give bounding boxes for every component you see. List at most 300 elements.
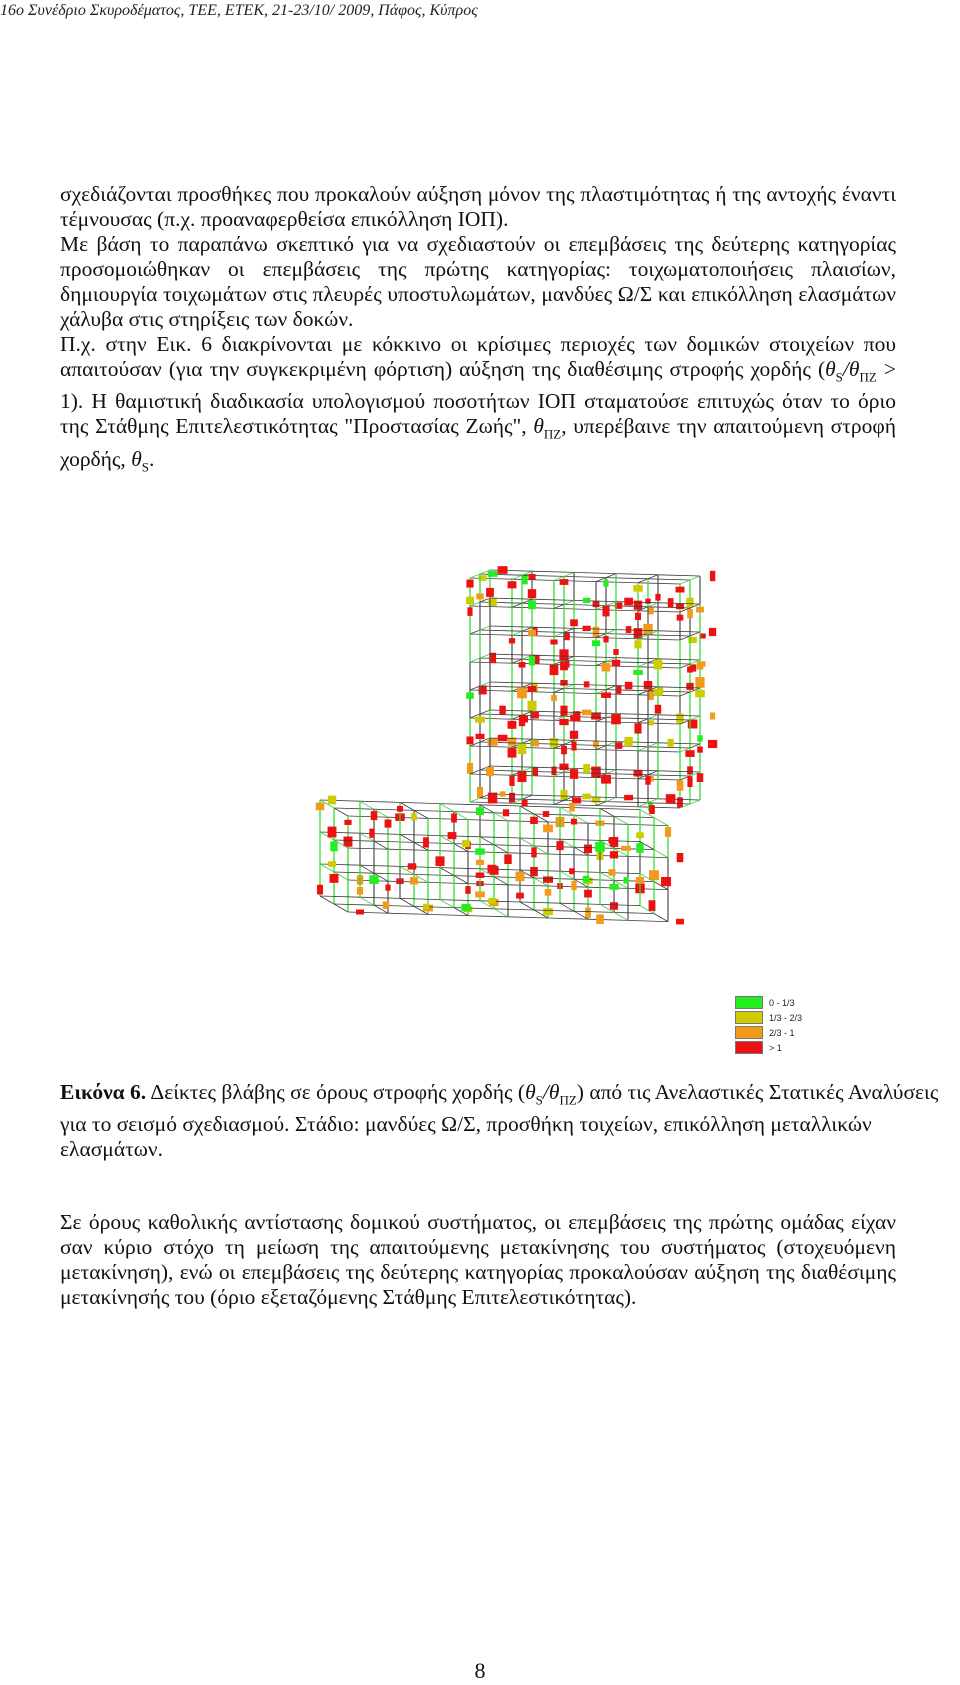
frame-member	[648, 799, 658, 803]
frame-member	[616, 798, 658, 799]
frame-member	[658, 743, 700, 744]
frame-member	[638, 723, 680, 724]
damage-marker	[371, 811, 378, 820]
damage-marker	[572, 797, 581, 803]
damage-marker	[685, 750, 694, 757]
damage-marker	[608, 837, 615, 843]
damage-marker	[570, 715, 578, 721]
frame-member	[654, 818, 668, 826]
damage-marker	[649, 870, 659, 880]
frame-member	[690, 800, 700, 804]
frame-member	[360, 865, 374, 873]
legend-label: > 1	[769, 1042, 782, 1053]
damage-marker	[610, 902, 618, 909]
frame-member	[414, 906, 454, 907]
damage-marker	[610, 851, 618, 858]
legend-row	[735, 1025, 825, 1040]
frame-member	[628, 824, 668, 825]
damage-marker	[582, 710, 592, 716]
legend-row	[735, 995, 825, 1010]
frame-member	[480, 837, 494, 845]
frame-member	[320, 832, 360, 833]
frame-member	[648, 575, 658, 579]
frame-member	[560, 903, 600, 904]
damage-marker	[582, 794, 590, 800]
frame-member	[554, 688, 564, 692]
damage-marker	[676, 587, 685, 593]
frame-member	[606, 686, 616, 690]
frame-member	[388, 913, 428, 914]
damage-marker	[602, 606, 609, 616]
frame-member	[512, 719, 554, 720]
frame-member	[588, 823, 628, 824]
frame-member	[564, 628, 574, 632]
figure-caption	[60, 1080, 960, 1162]
damage-marker	[677, 615, 684, 621]
frame-member	[454, 908, 494, 909]
damage-marker	[369, 875, 378, 884]
caption-label: Εικόνα 6.	[60, 1080, 147, 1104]
frame-member	[564, 600, 574, 604]
damage-marker	[687, 609, 693, 618]
frame-member	[494, 909, 534, 910]
damage-marker	[709, 628, 716, 636]
damage-marker	[467, 607, 472, 616]
damage-marker	[487, 865, 496, 873]
damage-marker	[708, 740, 717, 748]
damage-marker	[560, 706, 567, 716]
damage-marker	[695, 677, 704, 688]
frame-member	[554, 608, 596, 609]
frame-member	[616, 574, 658, 575]
damage-marker	[462, 840, 470, 847]
frame-member	[440, 900, 454, 908]
damage-marker	[601, 692, 611, 697]
damage-marker	[559, 649, 568, 660]
frame-member	[638, 719, 648, 723]
frame-member	[648, 579, 690, 580]
frame-member	[638, 751, 680, 752]
damage-marker	[504, 854, 511, 864]
damage-marker	[643, 624, 652, 635]
damage-marker	[344, 820, 351, 825]
frame-member	[468, 820, 508, 821]
frame-member	[560, 903, 574, 911]
frame-member	[470, 746, 512, 747]
damage-marker	[528, 686, 537, 692]
damage-marker	[591, 767, 600, 778]
frame-member	[334, 808, 348, 816]
legend-label: 2/3 - 1	[769, 1027, 795, 1038]
frame-member	[638, 583, 680, 584]
frame-member	[574, 847, 614, 848]
frame-member	[360, 897, 400, 898]
frame-member	[520, 838, 560, 839]
frame-member	[480, 682, 490, 686]
frame-member	[494, 877, 508, 885]
body-text	[60, 182, 896, 479]
frame-member	[606, 802, 648, 803]
caption-theta: θ	[525, 1080, 536, 1104]
frame-member	[614, 848, 654, 849]
damage-marker	[634, 723, 641, 733]
frame-member	[470, 578, 512, 579]
damage-marker	[518, 772, 527, 783]
frame-member	[658, 631, 700, 632]
frame-member	[690, 716, 700, 720]
damage-marker	[488, 738, 498, 746]
damage-marker	[634, 628, 643, 638]
damage-marker	[560, 680, 567, 686]
damage-marker	[560, 790, 567, 800]
frame-member	[428, 818, 468, 819]
damage-marker	[543, 908, 553, 915]
damage-marker	[509, 776, 514, 786]
damage-marker	[571, 741, 576, 750]
frame-member	[596, 806, 638, 807]
damage-marker	[636, 843, 644, 853]
frame-member	[508, 885, 548, 886]
frame-member	[440, 868, 454, 876]
damage-marker	[551, 695, 557, 701]
legend-row	[735, 1010, 825, 1025]
damage-marker	[529, 656, 535, 665]
frame-member	[614, 816, 628, 824]
damage-marker	[593, 601, 600, 607]
damage-marker	[528, 600, 536, 609]
damage-marker	[344, 837, 353, 847]
damage-marker	[636, 877, 644, 883]
frame-member	[480, 901, 520, 902]
damage-marker	[543, 825, 553, 833]
frame-member	[480, 602, 522, 603]
damage-marker	[448, 832, 457, 839]
damage-marker	[410, 877, 418, 884]
damage-marker	[528, 630, 536, 636]
caption-sub-pz: ΠΖ	[559, 1092, 577, 1108]
frame-member	[374, 905, 414, 906]
frame-member	[522, 799, 564, 800]
frame-member	[596, 638, 638, 639]
frame-member	[470, 690, 512, 691]
p3-text-b: > 1). Η θαμιστική διαδικασία υπολογισμού ποσοτήτων ΙΟΠ σταματούσε επιτυχώς όταν το όριο της Στάθμης Επιτελεστικότητας "Προστασίας Ζωής",	[60, 357, 896, 439]
damage-marker	[486, 767, 494, 776]
frame-member	[360, 801, 374, 809]
frame-member	[574, 879, 614, 880]
theta-symbol-2: θ	[533, 414, 544, 439]
frame-member	[440, 900, 480, 901]
frame-member	[522, 659, 564, 660]
frame-member	[548, 854, 588, 855]
frame-member	[320, 896, 334, 904]
damage-marker	[695, 690, 705, 697]
legend-row	[735, 1040, 825, 1055]
damage-marker	[611, 714, 621, 724]
frame-member	[374, 841, 414, 842]
damage-marker	[626, 626, 632, 633]
frame-member	[508, 917, 548, 918]
frame-member	[614, 912, 654, 913]
subscript-s-2: S	[141, 458, 149, 474]
damage-marker	[624, 737, 632, 746]
damage-marker	[649, 805, 655, 814]
frame-member	[596, 610, 638, 611]
damage-marker	[625, 682, 633, 689]
paragraph-3	[60, 332, 896, 479]
frame-member	[470, 630, 480, 634]
damage-marker	[423, 904, 429, 909]
damage-marker	[603, 580, 608, 587]
damage-marker	[592, 797, 601, 802]
frame-member	[428, 850, 468, 851]
damage-marker	[623, 877, 628, 884]
damage-marker	[596, 914, 604, 924]
frame-member	[454, 812, 494, 813]
frame-member	[628, 856, 668, 857]
frame-member	[534, 878, 574, 879]
damage-marker	[488, 898, 496, 904]
damage-marker	[697, 773, 703, 782]
frame-member	[468, 852, 508, 853]
damage-marker	[499, 706, 505, 715]
damage-marker	[316, 803, 325, 811]
frame-member	[388, 849, 428, 850]
damage-marker	[595, 842, 605, 852]
frame-member	[588, 919, 628, 920]
damage-marker	[624, 795, 633, 800]
frame-member	[400, 898, 414, 906]
frame-member	[520, 902, 560, 903]
frame-member	[654, 850, 668, 858]
frame-member	[508, 853, 548, 854]
frame-member	[400, 866, 440, 867]
frame-member	[548, 886, 588, 887]
frame-member	[638, 803, 648, 807]
running-header: 16ο Συνέδριο Σκυροδέματος, ΤΕΕ, ΕΤΕΚ, 21-23/10/ 2009, Πάφος, Κύπρος	[0, 2, 478, 19]
frame-member	[334, 904, 374, 905]
damage-marker	[583, 626, 591, 631]
frame-member	[648, 635, 690, 636]
frame-member	[532, 627, 574, 628]
frame-member	[360, 865, 400, 866]
frame-member	[548, 822, 588, 823]
damage-marker	[661, 877, 671, 886]
frame-member	[554, 636, 596, 637]
damage-marker	[560, 579, 569, 585]
damage-marker	[500, 791, 506, 796]
frame-member	[680, 692, 690, 696]
frame-member	[320, 864, 360, 865]
frame-member	[334, 904, 348, 912]
frame-member	[454, 844, 494, 845]
frame-member	[648, 715, 658, 719]
frame-member	[480, 654, 490, 658]
frame-member	[638, 747, 648, 751]
frame-member	[520, 870, 560, 871]
damage-marker	[654, 689, 662, 696]
damage-marker	[508, 748, 517, 758]
damage-marker	[328, 827, 337, 838]
frame-member	[494, 813, 534, 814]
frame-member	[600, 872, 640, 873]
damage-marker	[665, 827, 671, 837]
frame-member	[360, 833, 400, 834]
frame-member	[520, 902, 534, 910]
frame-member	[490, 710, 532, 711]
frame-member	[334, 872, 374, 873]
frame-member	[468, 884, 508, 885]
frame-member	[574, 656, 616, 657]
damage-marker	[317, 885, 323, 895]
frame-member	[480, 574, 522, 575]
damage-marker	[687, 776, 692, 787]
frame-member	[532, 571, 574, 572]
damage-marker	[498, 735, 508, 741]
damage-marker	[488, 571, 498, 577]
frame-member	[494, 877, 534, 878]
frame-member	[596, 582, 638, 583]
frame-model-drawing	[300, 560, 840, 980]
damage-marker	[517, 687, 527, 698]
damage-marker	[676, 919, 684, 925]
frame-member	[638, 663, 648, 667]
damage-marker	[475, 717, 485, 723]
damage-marker	[570, 769, 578, 779]
frame-member	[628, 920, 668, 921]
frame-member	[374, 873, 414, 874]
damage-marker	[461, 904, 470, 911]
frame-member	[534, 910, 574, 911]
frame-member	[574, 815, 614, 816]
frame-member	[532, 599, 574, 600]
frame-member	[494, 909, 508, 917]
damage-marker	[688, 720, 698, 729]
subscript-s: S	[835, 369, 843, 385]
closing-text: Σε όρους καθολικής αντίστασης δομικού συστήματος, οι επεμβάσεις της πρώτης ομάδας είχαν σαν κύριο στόχο τη μείωση της απαιτούμενης μετακίνησης του συστήματος (στοχευόμενη μετακίνηση), ενώ οι επεμβάσεις της δεύτερης κατηγορίας προκαλούσαν αύξηση της διαθέσιμης μετακίνησής του (όριο εξεταζόμενης Στάθμης Επιτελεστικότητας).	[60, 1210, 896, 1309]
frame-member	[554, 800, 564, 804]
frame-member	[490, 766, 532, 767]
frame-member	[564, 744, 606, 745]
damage-marker	[476, 807, 484, 815]
frame-member	[606, 574, 616, 578]
damage-marker	[503, 809, 509, 816]
legend-swatch	[735, 996, 763, 1009]
frame-member	[522, 771, 564, 772]
damage-marker	[451, 813, 457, 822]
frame-member	[658, 659, 700, 660]
damage-marker	[633, 670, 643, 675]
damage-marker	[621, 846, 631, 851]
damage-marker	[550, 639, 557, 644]
frame-member	[470, 658, 480, 662]
frame-member	[440, 804, 480, 805]
damage-marker	[498, 566, 508, 574]
frame-member	[648, 775, 690, 776]
frame-member	[596, 750, 638, 751]
frame-member	[360, 897, 374, 905]
damage-marker	[475, 891, 485, 897]
damage-marker	[584, 845, 592, 854]
damage-marker	[328, 796, 336, 805]
damage-marker	[585, 908, 591, 918]
frame-member	[440, 804, 454, 812]
frame-member	[600, 904, 640, 905]
damage-marker	[383, 901, 390, 908]
frame-member	[628, 888, 668, 889]
frame-member	[494, 845, 508, 853]
frame-member	[490, 682, 532, 683]
frame-member	[616, 658, 658, 659]
frame-member	[564, 632, 606, 633]
frame-member	[400, 898, 440, 899]
damage-marker	[550, 665, 559, 675]
frame-member	[554, 804, 596, 805]
frame-member	[520, 806, 534, 814]
damage-marker	[545, 889, 552, 896]
frame-member	[564, 688, 606, 689]
frame-member	[648, 743, 658, 747]
frame-member	[606, 630, 616, 634]
frame-member	[512, 631, 522, 635]
frame-member	[470, 686, 480, 690]
damage-marker	[668, 598, 674, 607]
damage-marker	[357, 887, 363, 895]
frame-member	[480, 805, 520, 806]
frame-member	[600, 808, 640, 809]
frame-member	[606, 742, 616, 746]
frame-member	[490, 626, 532, 627]
theta-slash: /θ	[842, 357, 860, 381]
frame-member	[480, 658, 522, 659]
damage-marker	[570, 619, 578, 626]
frame-member	[534, 814, 574, 815]
damage-marker	[592, 640, 600, 646]
damage-marker	[556, 841, 563, 850]
damage-marker	[686, 683, 693, 690]
damage-marker	[543, 876, 553, 882]
damage-marker	[583, 876, 590, 883]
damage-marker	[516, 893, 524, 899]
frame-member	[532, 795, 574, 796]
frame-member	[512, 603, 522, 607]
frame-member	[414, 842, 454, 843]
damage-marker	[697, 662, 704, 670]
damage-marker	[522, 800, 528, 807]
damage-marker	[624, 598, 633, 606]
subscript-pz: ΠΖ	[859, 369, 877, 385]
frame-member	[334, 808, 374, 809]
damage-marker	[528, 589, 536, 598]
frame-member	[470, 634, 512, 635]
damage-marker	[465, 886, 470, 894]
damage-marker	[527, 701, 536, 711]
frame-member	[574, 911, 614, 912]
damage-marker	[697, 747, 703, 753]
damage-marker	[687, 667, 693, 673]
damage-marker	[528, 574, 535, 580]
frame-member	[414, 810, 454, 811]
frame-member	[658, 771, 700, 772]
legend-swatch	[735, 1026, 763, 1039]
frame-member	[606, 690, 648, 691]
frame-member	[534, 846, 574, 847]
damage-marker	[356, 909, 364, 914]
frame-member	[560, 807, 600, 808]
frame-member	[600, 840, 640, 841]
damage-marker	[530, 817, 538, 824]
damage-marker	[612, 660, 620, 667]
damage-marker	[397, 806, 403, 812]
